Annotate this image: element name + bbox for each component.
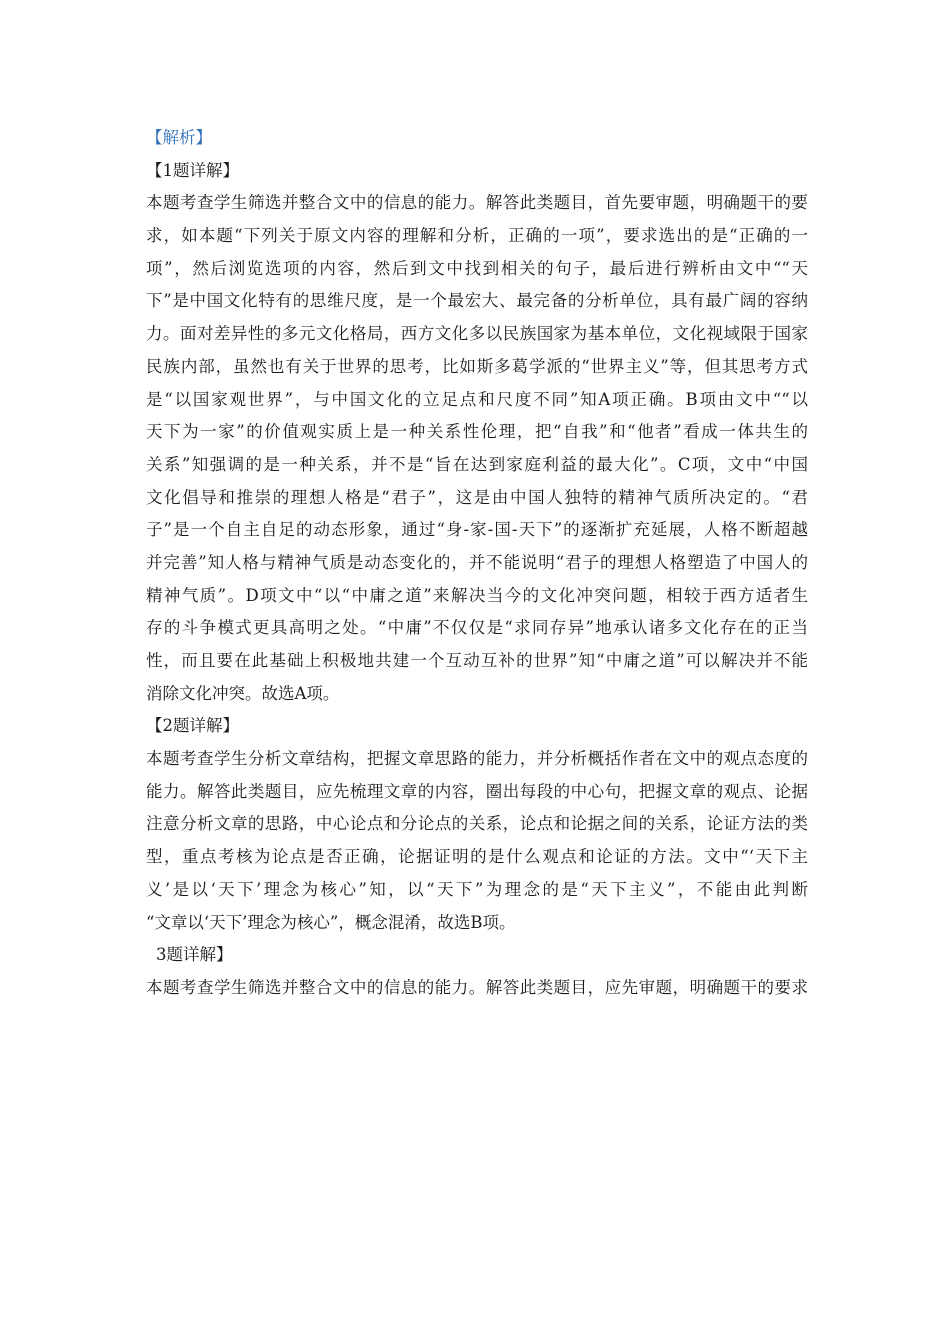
section-1-line: 天下为一家”的价值观实质上是一种关系性伦理，把“自我”和“他者”看成一体共生的 [146,422,808,442]
section-2-line: 本题考查学生分析文章结构，把握文章思路的能力，并分析概括作者在文中的观点态度的 [146,749,808,769]
section-1-line: 关系”知强调的是一种关系，并不是“旨在达到家庭利益的最大化”。C项，文中“中国 [146,454,808,474]
section-1-line: 性，而且要在此基础上积极地共建一个互动互补的世界”知“中庸之道”可以解决并不能 [146,651,808,670]
section-1-heading: 【1题详解】 [146,160,239,180]
section-2-line: 型，重点考核为论点是否正确，论据证明的是什么观点和论证的方法。文中“‘天下主 [146,847,808,867]
section-2-line: “文章以‘天下’理念为核心”，概念混淆，故选B项。 [146,912,516,932]
section-1-line: 消除文化冲突。故选A项。 [146,683,340,703]
analysis-label: 【解析】 [146,128,212,147]
section-1-line: 是“以国家观世界”，与中国文化的立足点和尺度不同”知A项正确。B项由文中““以 [146,389,808,409]
section-1-line: 本题考查学生筛选并整合文中的信息的能力。解答此类题目，首先要审题，明确题干的要 [146,193,808,213]
section-3-line: 本题考查学生筛选并整合文中的信息的能力。解答此类题目，应先审题，明确题干的要求 [146,977,808,997]
section-3-heading: 3题详解】 [156,945,233,965]
section-2-line: 能力。解答此类题目，应先梳理文章的内容，圈出每段的中心句，把握文章的观点、论据 [146,781,808,801]
section-1-line: 文化倡导和推崇的理想人格是“君子”，这是由中国人独特的精神气质所决定的。“君 [146,487,808,507]
section-2-line: 义’是以‘天下’理念为核心”知，以“天下”为理念的是“天下主义”，不能由此判断 [146,879,808,899]
section-1-line: 力。面对差异性的多元文化格局，西方文化多以民族国家为基本单位，文化视域限于国家 [146,324,808,344]
section-1-line: 子”是一个自主自足的动态形象，通过“身-家-国-天下”的逐渐扩充延展，人格不断超越 [146,520,808,540]
section-1-line: 民族内部，虽然也有关于世界的思考，比如斯多葛学派的“世界主义”等，但其思考方式 [146,356,808,376]
section-1-line: 并完善”知人格与精神气质是动态变化的，并不能说明“君子的理想人格塑造了中国人的 [146,552,808,572]
section-1-line: 存的斗争模式更具高明之处。“中庸”不仅仅是“求同存异”地承认诸多文化存在的正当 [146,618,808,638]
section-1-line: 求，如本题“下列关于原文内容的理解和分析，正确的一项”，要求选出的是“正确的一 [146,226,808,246]
section-1-line: 项”，然后浏览选项的内容，然后到文中找到相关的句子，最后进行辨析由文中““天 [146,258,808,278]
document-page [146,122,808,1005]
section-2-heading: 【2题详解】 [146,716,239,736]
section-1-line: 下”是中国文化特有的思维尺度，是一个最宏大、最完备的分析单位，具有最广阔的容纳 [146,291,808,311]
section-2-line: 注意分析文章的思路，中心论点和分论点的关系，论点和论据之间的关系，论证方法的类 [146,814,808,834]
section-1-line: 精神气质”。D项文中“以“中庸之道”来解决当今的文化冲突问题，相较于西方适者生 [146,585,808,605]
